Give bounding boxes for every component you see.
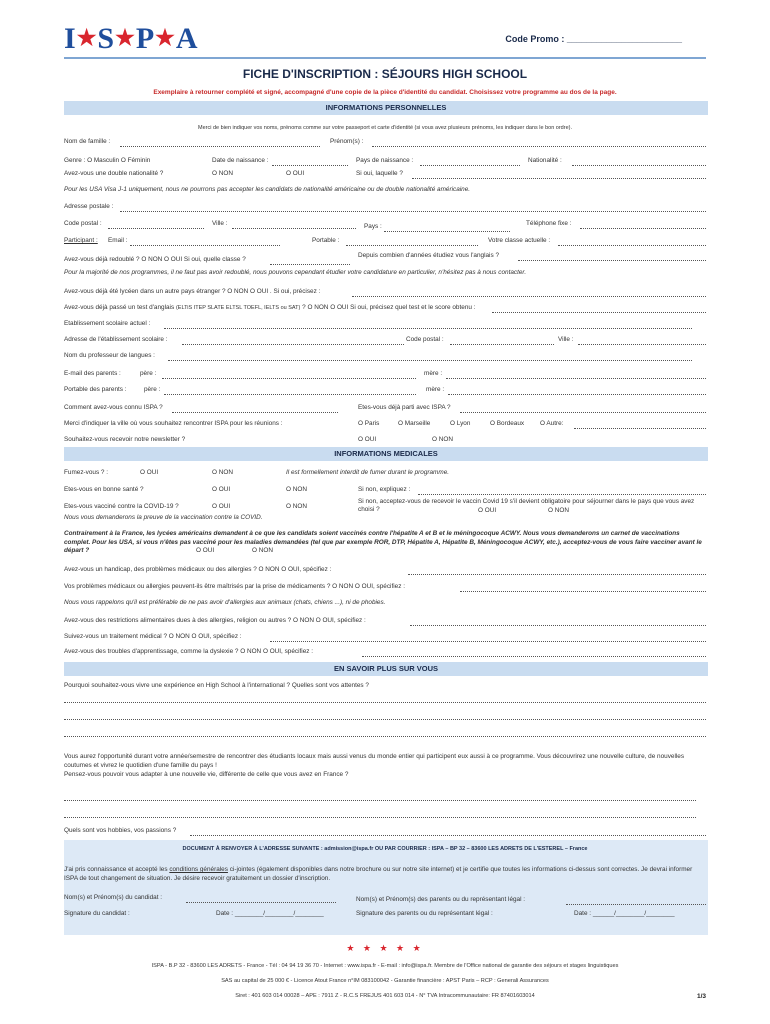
- phone-field[interactable]: [580, 228, 706, 229]
- footer-line-3: Siret : 401 603 014 00028 – APE : 7911 Z - R.C.S FREJUS 401 603 014 - N° TVA Intracommunautaire: FR 87401603014: [235, 993, 535, 999]
- last-name-field[interactable]: [120, 146, 320, 147]
- candidate-signature-label: Signature du candidat :: [64, 910, 130, 917]
- covid-proof-note: Nous vous demanderons la preuve de la vaccination contre la COVID.: [64, 514, 263, 521]
- which-nationality-field[interactable]: [412, 178, 706, 179]
- birth-country-field[interactable]: [420, 165, 520, 166]
- logo-star-icon: ★: [76, 25, 98, 50]
- opportunity-text: Vous aurez l'opportunité durant votre année/semestre de rencontrer des étudiants locaux mais aussi venus du monde entier qui participent eux aussi à ce programme. Vous découvrirez une nouvelle culture, de nouvelles coutumes et vivrez le quotidien d'une famille du pays !: [64, 753, 685, 769]
- meeting-paris-option[interactable]: O Paris: [358, 420, 380, 427]
- meeting-other-field[interactable]: [574, 428, 706, 429]
- covid-no[interactable]: O NON: [286, 503, 307, 510]
- birth-date-label: Date de naissance :: [212, 157, 269, 164]
- english-years-label: Depuis combien d'années étudiez vous l'anglais ?: [358, 252, 499, 259]
- diet-question[interactable]: Avez-vous des restrictions alimentaires dues à des allergies, religion ou autres ? O NON O OUI, spécifiez :: [64, 617, 366, 624]
- meeting-city-label: Merci d'indiquer la ville où vous souhaitez rencontrer ISPA pour les réunions :: [64, 420, 283, 427]
- parents-signature-label: Signature des parents ou du représentant légal :: [356, 910, 493, 917]
- hobbies-label: Quels sont vos hobbies, vos passions ?: [64, 827, 177, 834]
- english-test-options[interactable]: ? O NON O OUI Si oui, précisez quel test et le score obtenu :: [302, 304, 476, 311]
- english-test-types: (ELTiS ITEP SLATE ELTSL TOEFL, IELTS ou SAT): [175, 305, 301, 311]
- birth-country-label: Pays de naissance :: [356, 157, 414, 164]
- document-send-heading: DOCUMENT À RENVOYER À L'ADRESSE SUIVANTE : admission@ispa.fr OU PAR COURRIER : ISPA – BP 32 – 83600 LES ADRETS DE L'ESTEREL – France: [182, 846, 588, 852]
- ispa-logo: I★S★P★A: [64, 22, 199, 55]
- current-class-field[interactable]: [558, 245, 706, 246]
- header-divider: [64, 57, 706, 59]
- how-known-field[interactable]: [172, 412, 338, 413]
- english-test-label: Avez-vous déjà passé un test d'anglais: [64, 304, 175, 311]
- mother-email-field[interactable]: [446, 378, 706, 379]
- repeated-year-question[interactable]: Avez-vous déjà redoublé ? O NON O OUI Si oui, quelle classe ?: [64, 256, 246, 263]
- nationality-field[interactable]: [572, 165, 706, 166]
- last-name-label: Nom de famille :: [64, 138, 111, 145]
- postal-code-label: Code postal :: [64, 220, 102, 227]
- vaccinate-no[interactable]: O NON: [252, 547, 273, 554]
- logo-star-icon: ★: [155, 25, 176, 50]
- meeting-lyon-option[interactable]: O Lyon: [450, 420, 471, 427]
- participant-label: Participant :: [64, 237, 98, 244]
- which-nationality-label: Si oui, laquelle ?: [356, 170, 403, 177]
- handicap-field[interactable]: [408, 574, 706, 575]
- document-panel: [64, 840, 708, 935]
- birth-date-field[interactable]: [272, 165, 348, 166]
- city-field[interactable]: [232, 228, 356, 229]
- page-subtitle: Exemplaire à retourner complété et signé, accompagné d'une copie de la pièce d'identité du candidat. Choisissez votre programme au dos de la page.: [153, 89, 617, 96]
- personal-note: Merci de bien indiquer vos noms, prénoms comme sur votre passeport et carte d'identité (si vous avez plusieurs prénoms, les indiquer dans le bon ordre).: [197, 125, 572, 131]
- current-school-label: Etablissement scolaire actuel :: [64, 320, 151, 327]
- double-nationality-no[interactable]: O NON: [212, 170, 233, 177]
- medication-field[interactable]: [460, 591, 706, 592]
- mobile-label: Portable :: [312, 237, 340, 244]
- hobbies-field[interactable]: [190, 835, 706, 836]
- visa-note: Pour les USA Visa J-1 uniquement, nous ne pourrons pas accepter les candidats de nationalité américaine ou de double nationalité américaine.: [64, 186, 471, 193]
- address-field[interactable]: [120, 211, 706, 212]
- previous-trip-label: Etes-vous déjà parti avec ISPA ?: [358, 404, 451, 411]
- health-label: Etes-vous en bonne santé ?: [64, 486, 144, 493]
- why-question: Pourquoi souhaitez-vous vivre une expérience en High School à l'international ? Quelles sont vos attentes ?: [64, 682, 369, 689]
- father-email-field[interactable]: [162, 378, 416, 379]
- repeated-note: Pour la majorité de nos programmes, il ne faut pas avoir redoublé, nous pouvons cependant étudier votre candidature en particulier, n'hésitez pas à nous contacter.: [64, 269, 527, 276]
- health-explain-field[interactable]: [418, 494, 706, 495]
- promo-code-field[interactable]: Code Promo : _______________________: [505, 34, 682, 44]
- treatment-field[interactable]: [270, 641, 706, 642]
- newsletter-label: Souhaitez-vous recevoir notre newsletter ?: [64, 436, 186, 443]
- health-yes[interactable]: O OUI: [212, 486, 231, 493]
- parents-name-label: Nom(s) et Prénom(s) des parents ou du représentant légal :: [356, 896, 526, 903]
- gender-options[interactable]: Genre : O Masculin O Féminin: [64, 157, 151, 164]
- covid-accept-yes[interactable]: O OUI: [478, 507, 497, 514]
- teacher-label: Nom du professeur de langues :: [64, 352, 155, 359]
- footer-stars: ★ ★ ★ ★ ★: [346, 943, 424, 953]
- double-nationality-yes[interactable]: O OUI: [286, 170, 305, 177]
- medication-question[interactable]: Vos problèmes médicaux ou allergies peuvent-ils être maîtrisés par la prise de médicaments ? O NON O OUI, spécifiez :: [64, 583, 405, 590]
- learning-disorder-field[interactable]: [362, 656, 706, 657]
- double-nationality-label: Avez-vous une double nationalité ?: [64, 170, 164, 177]
- handicap-question[interactable]: Avez-vous un handicap, des problèmes médicaux ou des allergies ? O NON O OUI, spécifiez :: [64, 566, 332, 573]
- mother-mobile-label: mère :: [426, 386, 445, 393]
- country-label: Pays :: [364, 223, 382, 230]
- page-number: 1/3: [696, 993, 706, 1000]
- school-city-label: Ville :: [558, 336, 574, 343]
- health-explain-label: Si non, expliquez :: [358, 486, 411, 493]
- father-mobile-field[interactable]: [164, 394, 416, 395]
- why-answer-line-1[interactable]: [64, 702, 706, 703]
- parents-mobile-label: Portable des parents :: [64, 386, 127, 393]
- footer-line-2: SAS au capital de 25 000 € - Licence Atout France n°IM 083100042 - Garantie financière : APST Paris – RCP : Generali Assurances: [221, 978, 549, 984]
- adapt-question: Pensez-vous pouvoir vous adapter à une nouvelle vie, différente de celle que vous avez en France ?: [64, 771, 349, 778]
- adapt-answer-line-2[interactable]: [64, 817, 696, 818]
- section-more-heading: EN SAVOIR PLUS SUR VOUS: [64, 662, 708, 676]
- smoke-yes[interactable]: O OUI: [140, 469, 159, 476]
- covid-label: Etes-vous vacciné contre la COVID-19 ?: [64, 503, 179, 510]
- email-label: Email :: [108, 237, 128, 244]
- father-email-label: père :: [140, 370, 157, 377]
- current-school-field[interactable]: [164, 328, 692, 329]
- school-postal-code-field[interactable]: [450, 344, 554, 345]
- covid-yes[interactable]: O OUI: [212, 503, 231, 510]
- footer-line-1: ISPA - B.P 32 - 83600 LES ADRETS - France - Tél : 04 94 19 36 70 - Internet : www.ispa.fr - E-mail : info@ispa.fr. Membre de l'Office national de garantie des séjours et stages linguistiques: [151, 963, 619, 969]
- english-test-question[interactable]: [64, 304, 475, 311]
- email-field[interactable]: [130, 245, 280, 246]
- parents-email-label: E-mail des parents :: [64, 370, 121, 377]
- mother-mobile-field[interactable]: [448, 394, 706, 395]
- covid-vaccine-question: Si non, acceptez-vous de recevoir le vaccin Covid 19 s'il devient obligatoire pour séjourner dans le pays que vous avez choisi ?: [358, 498, 695, 513]
- adapt-answer-line-1[interactable]: [64, 800, 696, 801]
- health-no[interactable]: O NON: [286, 486, 307, 493]
- mobile-field[interactable]: [346, 245, 478, 246]
- learning-disorder-question[interactable]: Avez-vous des troubles d'apprentissage, comme la dyslexie ? O NON O OUI, spécifiez :: [64, 648, 314, 655]
- first-name-label: Prénom(s) :: [330, 138, 364, 145]
- english-test-field[interactable]: [492, 312, 706, 313]
- terms-text: J'ai pris connaissance et accepté les conditions générales ci-jointes (également disponibles dans notre brochure ou sur notre site internet) et je certifie que toutes les informations ci-dessus sont correctes. Je devrai informer ISPA de tout changement de situation. Je désire recevoir gratuitement un dossier d'inscription.: [64, 866, 693, 882]
- candidate-date-field[interactable]: Date : ________/________/________: [216, 910, 324, 917]
- why-answer-line-3[interactable]: [64, 736, 706, 737]
- newsletter-no[interactable]: O NON: [432, 436, 453, 443]
- logo-star-icon: ★: [115, 25, 136, 50]
- city-label: Ville :: [212, 220, 228, 227]
- school-city-field[interactable]: [578, 344, 706, 345]
- abroad-school-question[interactable]: Avez-vous déjà été lycéen dans un autre pays étranger ? O NON O OUI . Si oui, précisez :: [64, 288, 321, 295]
- candidate-name-label: Nom(s) et Prénom(s) du candidat :: [64, 894, 163, 901]
- section-personal-heading: INFORMATIONS PERSONNELLES: [64, 101, 708, 115]
- meeting-bordeaux-option[interactable]: O Bordeaux: [490, 420, 525, 427]
- nationality-label: Nationalité :: [528, 157, 562, 164]
- page-title: FICHE D'INSCRIPTION : SÉJOURS HIGH SCHOOL: [242, 67, 528, 81]
- treatment-question[interactable]: Suivez-vous un traitement médical ? O NON O OUI, spécifiez :: [64, 633, 242, 640]
- how-known-label: Comment avez-vous connu ISPA ?: [64, 404, 163, 411]
- smoke-no[interactable]: O NON: [212, 469, 233, 476]
- covid-accept-no[interactable]: O NON: [548, 507, 569, 514]
- diet-field[interactable]: [410, 625, 706, 626]
- meeting-marseille-option[interactable]: O Marseille: [398, 420, 431, 427]
- parents-date-field[interactable]: Date : ______/________/________: [574, 910, 675, 917]
- current-class-label: Votre classe actuelle :: [488, 237, 551, 244]
- smoke-label: Fumez-vous ? :: [64, 469, 109, 476]
- phone-label: Téléphone fixe :: [526, 220, 572, 227]
- vaccinate-yes[interactable]: O OUI: [196, 547, 215, 554]
- address-label: Adresse postale :: [64, 203, 114, 210]
- teacher-field[interactable]: [168, 360, 692, 361]
- english-years-field[interactable]: [518, 260, 706, 261]
- mother-email-label: mère :: [424, 370, 443, 377]
- vaccination-notice: Contrairement à la France, les lycées américains demandent à ce que les candidats soient vaccinés contre l'hépatite A et B et le méningocoque ACWY. Nous vous demanderons un carnet de vaccinations complet. Pour les USA, si vous n'êtes pas vacciné pour les maladies demandées (tel que par exemple ROR, DTP, Hépatite A, Hépatite B, Méningocoque ACWY, etc.), acceptez-vous de vous faire vacciner avant le départ ?: [64, 530, 702, 554]
- parents-name-field[interactable]: [566, 904, 706, 905]
- terms-link[interactable]: conditions générales: [169, 866, 228, 873]
- animals-note: Nous vous rappelons qu'il est préférable de ne pas avoir d'allergies aux animaux (chats, chiens ...), ni de phobies.: [64, 599, 386, 606]
- candidate-name-field[interactable]: [186, 902, 336, 903]
- first-name-field[interactable]: [372, 146, 706, 147]
- smoke-note: Il est formellement interdit de fumer durant le programme.: [286, 469, 450, 476]
- repeated-class-field[interactable]: [270, 264, 350, 265]
- previous-trip-field[interactable]: [460, 412, 706, 413]
- postal-code-field[interactable]: [108, 228, 204, 229]
- school-address-label: Adresse de l'établissement scolaire :: [64, 336, 168, 343]
- country-field[interactable]: [384, 231, 510, 232]
- school-address-field[interactable]: [182, 344, 404, 345]
- meeting-other-option[interactable]: O Autre:: [540, 420, 564, 427]
- abroad-school-field[interactable]: [352, 296, 706, 297]
- why-answer-line-2[interactable]: [64, 719, 706, 720]
- newsletter-yes[interactable]: O OUI: [358, 436, 377, 443]
- school-postal-code-label: Code postal :: [406, 336, 444, 343]
- section-medical-heading: INFORMATIONS MEDICALES: [64, 447, 708, 461]
- father-mobile-label: père :: [144, 386, 161, 393]
